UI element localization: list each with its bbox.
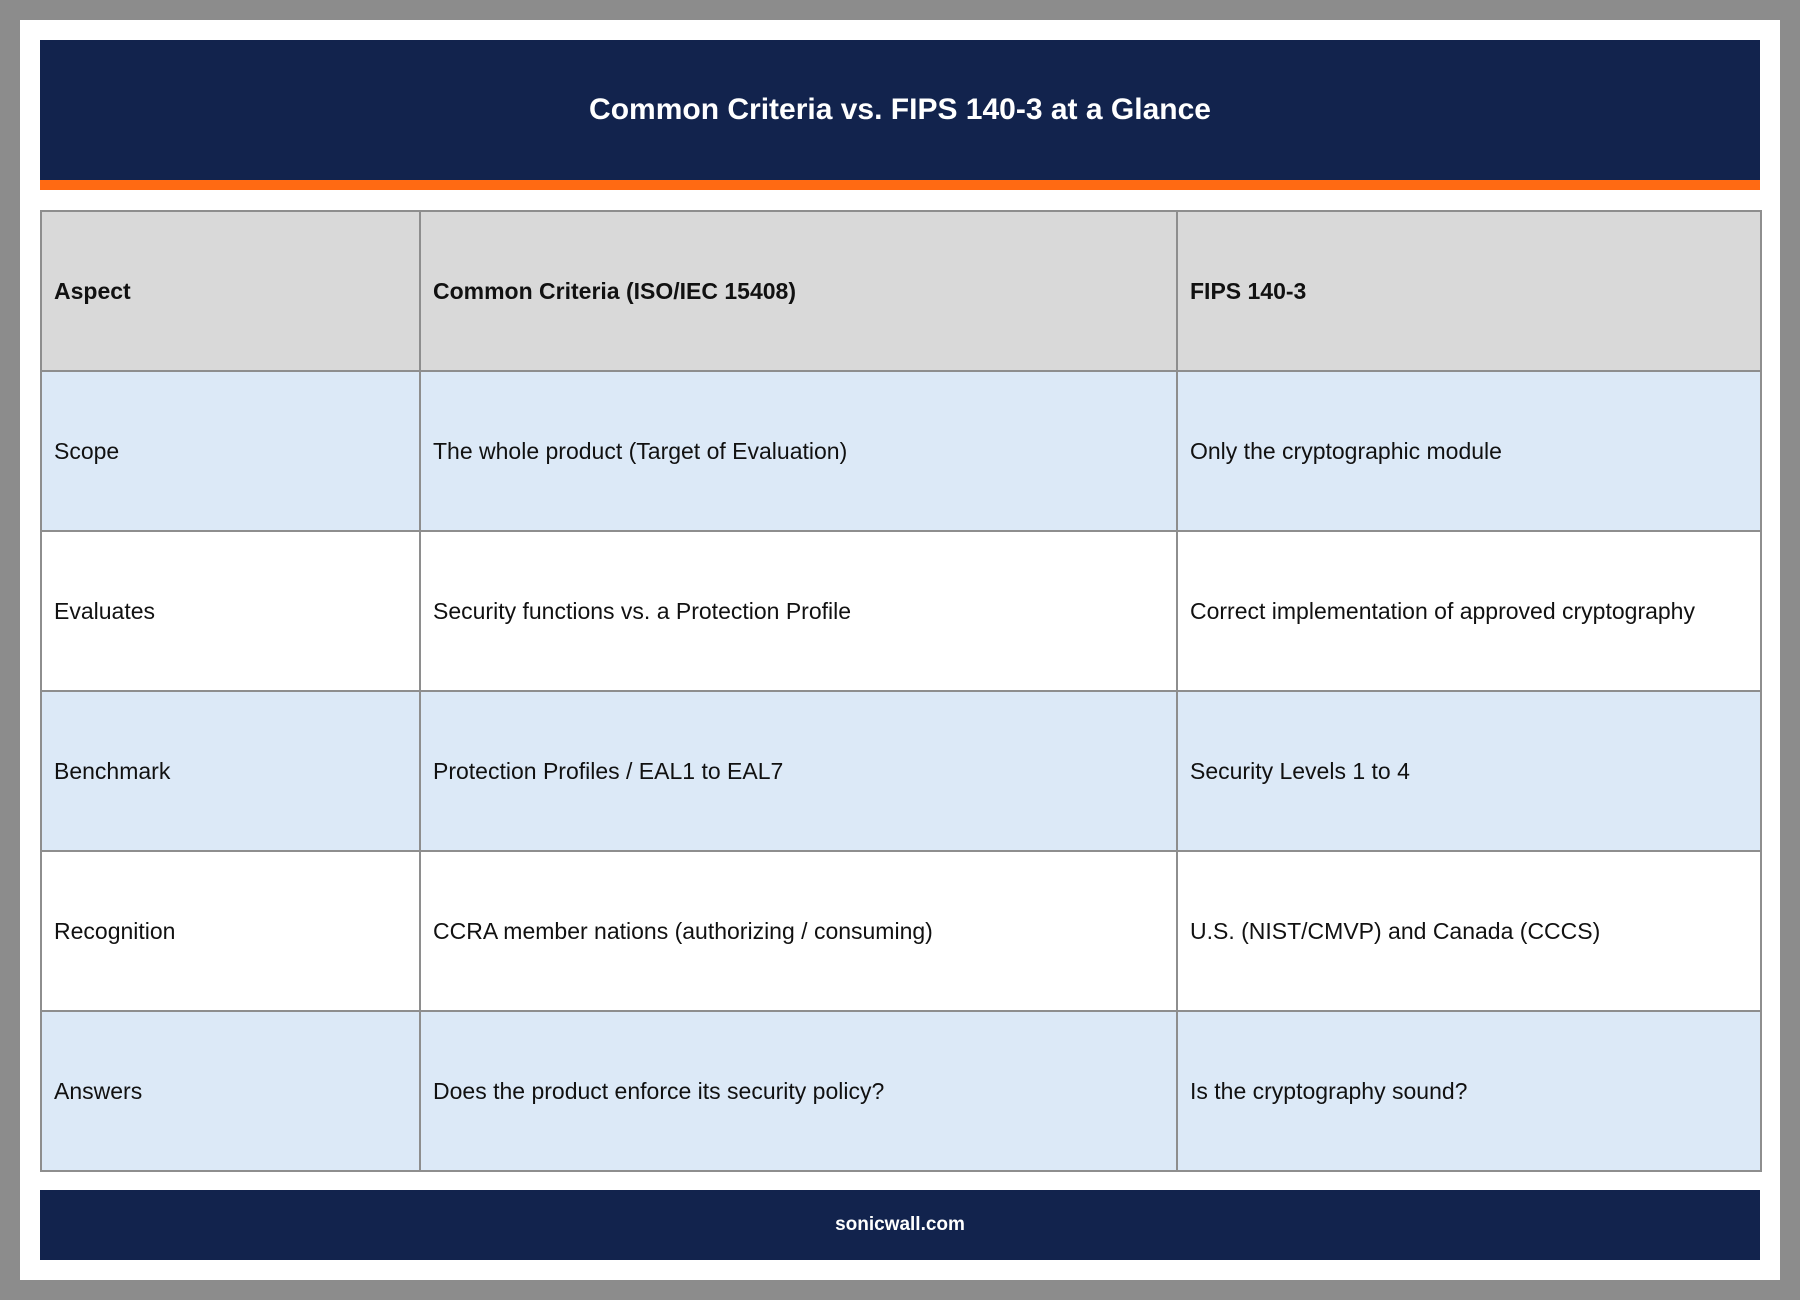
row-common-criteria-cell: Protection Profiles / EAL1 to EAL7 xyxy=(420,691,1177,851)
footer-banner xyxy=(40,1190,1760,1260)
table-row xyxy=(41,371,1761,531)
title-banner xyxy=(40,40,1760,180)
row-common-criteria-cell: Does the product enforce its security policy? xyxy=(420,1011,1177,1171)
table-row xyxy=(41,851,1761,1011)
table-header-row xyxy=(41,211,1761,371)
row-fips-cell: Is the cryptography sound? xyxy=(1177,1011,1761,1171)
row-common-criteria-cell: Security functions vs. a Protection Profile xyxy=(420,531,1177,691)
row-aspect-cell: Benchmark xyxy=(41,691,420,851)
row-fips-cell: Only the cryptographic module xyxy=(1177,371,1761,531)
table-row xyxy=(41,531,1761,691)
row-common-criteria-cell: CCRA member nations (authorizing / consuming) xyxy=(420,851,1177,1011)
row-fips-cell: Correct implementation of approved cryptography xyxy=(1177,531,1761,691)
row-fips-cell: U.S. (NIST/CMVP) and Canada (CCCS) xyxy=(1177,851,1761,1011)
column-header-common-criteria: Common Criteria (ISO/IEC 15408) xyxy=(420,211,1177,371)
row-aspect-cell: Scope xyxy=(41,371,420,531)
column-header-fips: FIPS 140-3 xyxy=(1177,211,1761,371)
row-common-criteria-cell: The whole product (Target of Evaluation) xyxy=(420,371,1177,531)
row-aspect-cell: Recognition xyxy=(41,851,420,1011)
comparison-table xyxy=(40,210,1762,1172)
accent-divider xyxy=(40,180,1760,190)
row-aspect-cell: Answers xyxy=(41,1011,420,1171)
page-title: Common Criteria vs. FIPS 140-3 at a Glance xyxy=(589,93,1211,126)
table-row xyxy=(41,691,1761,851)
footer-link-text: sonicwall.com xyxy=(835,1214,965,1235)
row-fips-cell: Security Levels 1 to 4 xyxy=(1177,691,1761,851)
table-row xyxy=(41,1011,1761,1171)
row-aspect-cell: Evaluates xyxy=(41,531,420,691)
page-frame xyxy=(20,20,1780,1280)
column-header-aspect: Aspect xyxy=(41,211,420,371)
